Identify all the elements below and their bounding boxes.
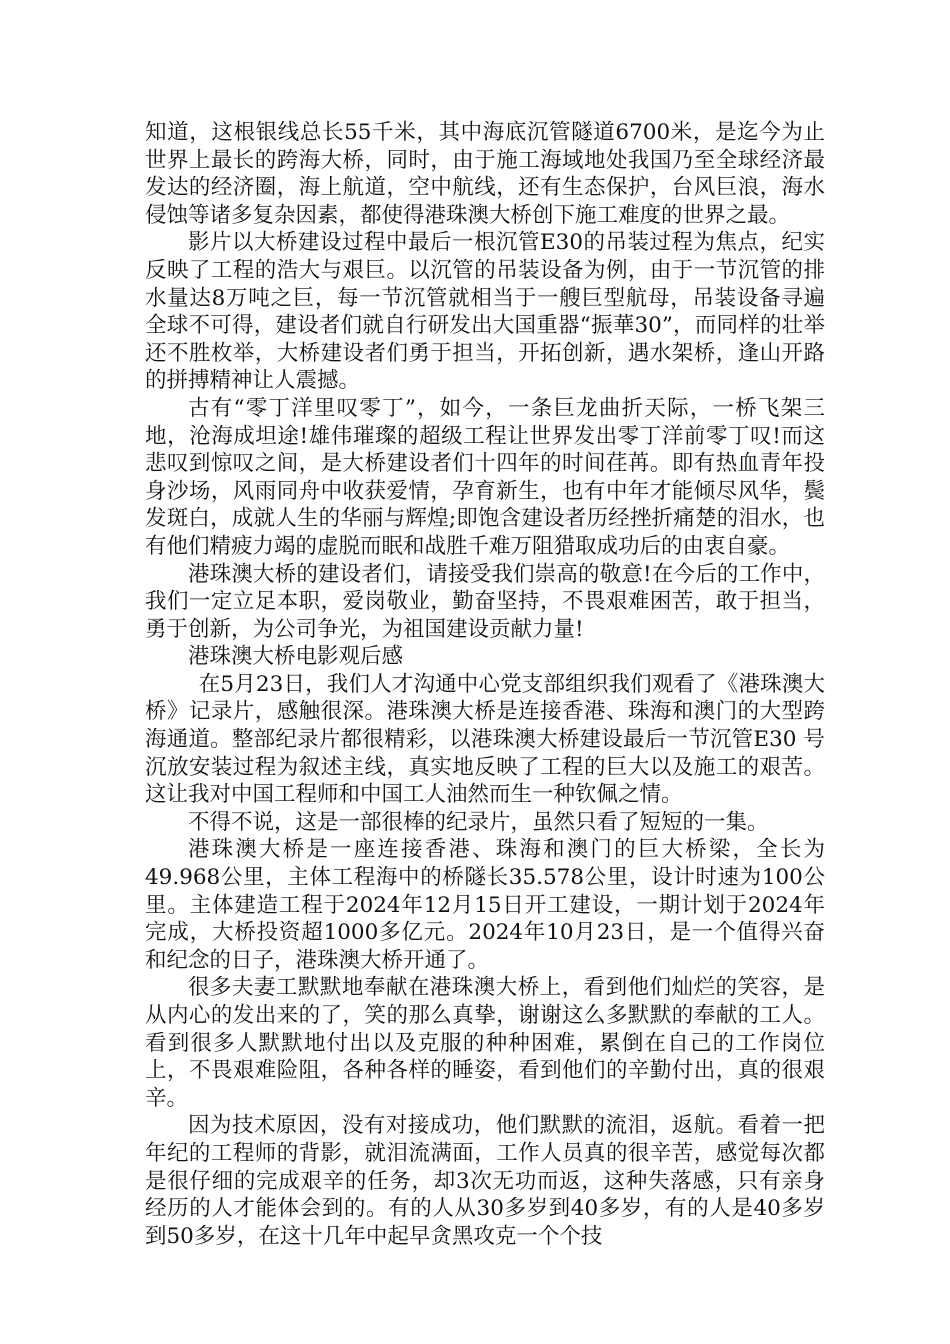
paragraph-may-viewing: 在5月23日，我们人才沟通中心党支部组织我们观看了《港珠澳大桥》记录片，感触很深。港珠澳大桥是连接香港、珠海和澳门的大型跨海通道。整部纪录片都很精彩，以港珠澳大桥建设最后一节沉管E30 号沉放安装过程为叙述主线，真实地反映了工程的巨大以及施工的艰苦。这让我对中国工程师和中国工人油然而生一种钦佩之情。 — [145, 671, 825, 808]
paragraph-bridge-facts: 港珠澳大桥是一座连接香港、珠海和澳门的巨大桥梁，全长为49.968公里，主体工程海中的桥隧长35.578公里，设计时速为100公里。主体建造工程于2024年12月15日开工建设，一期计划于2024年完成，大桥投资超1000多亿元。2024年10月23日，是一个值得兴奋和纪念的日子，港珠澳大桥开通了。 — [145, 837, 825, 973]
paragraph-lingding-ocean: 古有“零丁洋里叹零丁”，如今，一条巨龙曲折天际，一桥飞架三地，沧海成坦途!雄伟璀璨的超级工程让世界发出零丁洋前零丁叹!而这悲叹到惊叹之间，是大桥建设者们十四年的时间荏苒。即有热血青年投身沙场，风雨同舟中收获爱情，孕育新生，也有中年才能倾尽风华，鬓发斑白，成就人生的华丽与辉煌;即饱含建设者历经挫折痛楚的泪水，也有他们精疲力竭的虚脱而眠和战胜千难万阻猎取成功后的由衷自豪。 — [145, 395, 825, 559]
section-title: 港珠澳大桥电影观后感 — [188, 644, 404, 670]
paragraph-workers: 很多夫妻工默默地奉献在港珠澳大桥上，看到他们灿烂的笑容，是从内心的发出来的了，笑的那么真挚，谢谢这么多默默的奉献的工人。看到很多人默默地付出以及克服的种种困难，累倒在自己的工作岗位上，不畏艰难险阻，各种各样的睡姿，看到他们的辛勤付出，真的很艰辛。 — [145, 975, 825, 1111]
paragraph-intro-continued: 知道，这根银线总长55千米，其中海底沉管隧道6700米，是迄今为止世界上最长的跨海大桥，同时，由于施工海域地处我国乃至全球经济最发达的经济圈，海上航道，空中航线，还有生态保护，台风巨浪，海水侵蚀等诸多复杂因素，都使得港珠澳大桥创下施工难度的世界之最。 — [145, 120, 825, 228]
paragraph-great-documentary: 不得不说，这是一部很棒的纪录片，虽然只看了短短的一集。 — [188, 809, 769, 835]
paragraph-film-focus: 影片以大桥建设过程中最后一根沉管E30的吊装过程为焦点，纪实反映了工程的浩大与艰巨。以沉管的吊装设备为例，由于一节沉管的排水量达8万吨之巨，每一节沉管就相当于一艘巨型航母，吊装设备寻遍全球不可得，建设者们就自行研发出大国重器“振華30”，而同样的壮举还不胜枚举，大桥建设者们勇于担当，开拓创新，遇水架桥，逢山开路的拼搏精神让人震撼。 — [145, 230, 825, 394]
paragraph-technical-failure: 因为技术原因，没有对接成功，他们默默的流泪，返航。看着一把年纪的工程师的背影，就泪流满面，工作人员真的很辛苦，感觉每次都是很仔细的完成艰辛的任务，却3次无功而返，这种失落感，只有亲身经历的人才能体会到的。有的人从30多岁到40多岁，有的人是40多岁到50多岁，在这十几年中起早贪黑攻克一个个技 — [145, 1113, 825, 1249]
document-body — [145, 119, 825, 1250]
paragraph-tribute: 港珠澳大桥的建设者们，请接受我们崇高的敬意!在今后的工作中，我们一定立足本职，爱岗敬业，勤奋坚持，不畏艰难困苦，敢于担当，勇于创新，为公司争光，为祖国建设贡献力量! — [145, 561, 825, 642]
